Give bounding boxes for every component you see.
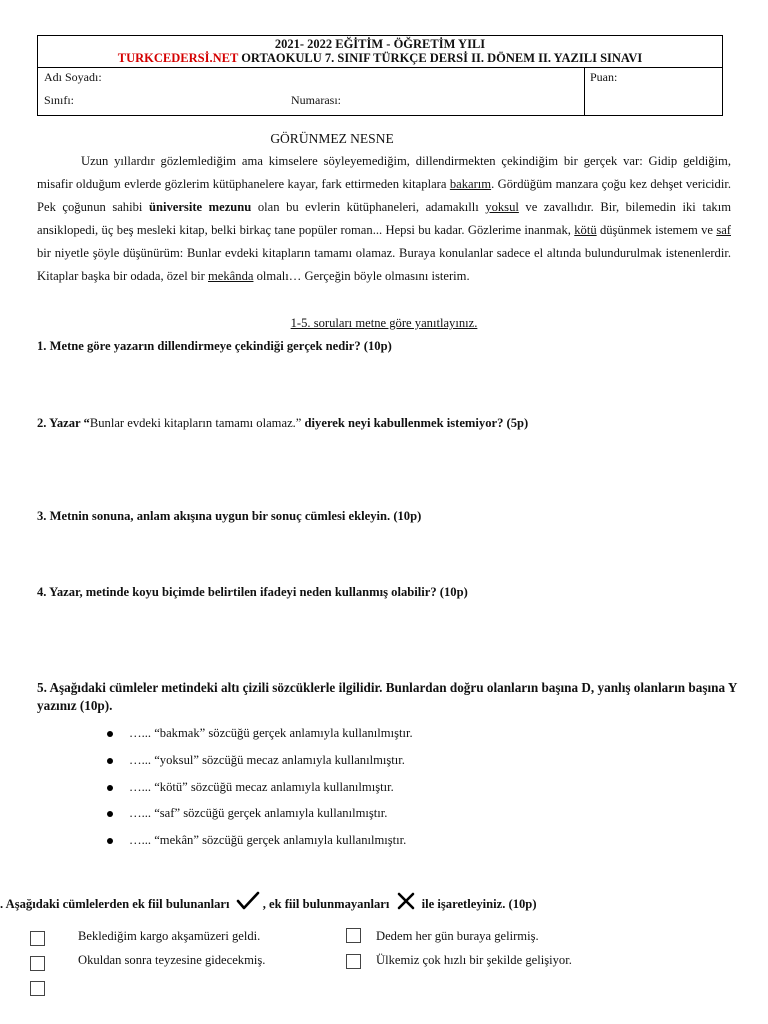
story-paragraph: Uzun yıllardır gözlemlediğim ama kimselere söyleyemediğim, dillendirmekten çekindiğim bir gerçek var: Gidip geldiğim, misafir olduğum evlerde gözlerim kütüphanelere kayar, fark ettirmeden kitaplara bakarım. Gördüğüm manzara çoğu kez dehşet vericidir. Pek çoğunun sahibi üniversite mezunu olan bu evlerin kütüphaneleri, adamakıllı yoksul ve zavallıdır. Bir, bilemedin iki takım ansiklopedi, üç beş mesleki kitap, belki birkaç tane popüler roman... Hepsi bu kadar. Gözlerime inanmak, kötü düşünmek istemem ve saf bir niyetle şöyle düşünürüm: Bunlar evdeki kitapların tamamı olamaz. Buraya konulanlar sadece el altında bulundurulmak istenenlerdir. Kitaplar başka bir odada, özel bir mekânda olmalı… Gerçeğin böyle olmasını isterim. (37, 154, 732, 284)
underlined-word-yoksul: yoksul (485, 200, 519, 215)
answer-checkbox[interactable] (346, 928, 361, 943)
name-row (38, 67, 722, 89)
exam-subtitle: TURKCEDERSİ.NET ORTAOKULU 7. SINIF TÜRKÇE DERSİ II. DÖNEM II. YAZILI SINAVI (117, 51, 643, 65)
answer-checkbox[interactable] (346, 954, 361, 969)
score-label: Puan: (590, 70, 618, 84)
sentence-4: Ülkemiz çok hızlı bir şekilde gelişiyor. (376, 953, 572, 967)
question-5: 5. Aşağıdaki cümleler metindeki altı çizili sözcüklerle ilgilidir. Bunlardan doğru olanların başına D, yanlış olanların başına Y yazınız (10p). (37, 680, 737, 713)
name-label: Adı Soyadı: (44, 70, 102, 84)
brand-name: TURKCEDERSİ.NET (117, 51, 239, 65)
underlined-word-mekanda: mekânda (208, 269, 254, 284)
answer-checkbox[interactable] (30, 931, 45, 946)
answer-checkbox[interactable] (30, 981, 45, 996)
answer-checkbox[interactable] (30, 956, 45, 971)
underlined-word-saf: saf (716, 223, 731, 238)
bold-phrase-universite: üniversite mezunu (148, 200, 252, 215)
question-1: 1. Metne göre yazarın dillendirmeye çekindiği gerçek nedir? (10p) (37, 339, 392, 353)
check-icon (236, 891, 260, 915)
sentence-2: Dedem her gün buraya gelirmiş. (376, 929, 539, 943)
story-text (37, 150, 731, 289)
story-title: GÖRÜNMEZ NESNE (270, 131, 394, 146)
bullet-icon (107, 785, 113, 791)
bullet-icon (107, 731, 113, 737)
bullet-icon (107, 758, 113, 764)
exam-title (38, 36, 722, 68)
underlined-word-kotu: kötü (574, 223, 597, 238)
score-divider (584, 67, 585, 115)
question-4: 4. Yazar, metinde koyu biçimde belirtilen ifadeyi neden kullanmış olabilir? (10p) (37, 585, 468, 599)
class-label: Sınıfı: (44, 93, 75, 107)
academic-year: 2021- 2022 EĞİTİM - ÖĞRETİM YILI (274, 37, 486, 51)
questions-instruction: 1-5. soruları metne göre yanıtlayınız. (290, 316, 478, 330)
exam-header (37, 35, 723, 116)
question-3: 3. Metnin sonuna, anlam akışına uygun bir sonuç cümlesi ekleyin. (10p) (37, 509, 422, 523)
number-label: Numarası: (291, 93, 341, 107)
sentence-3: Okuldan sonra teyzesine gidecekmiş. (78, 953, 266, 967)
sentence-1: Beklediğim kargo akşamüzeri geldi. (78, 929, 261, 943)
question-6: . Aşağıdaki cümlelerden ek fiil bulunanları , ek fiil bulunmayanları ile işaretleyiniz. (10p) (0, 891, 537, 915)
underlined-word-bakarim: bakarım (449, 177, 492, 192)
class-row (38, 89, 722, 115)
question-2: 2. Yazar “Bunlar evdeki kitapların tamamı olamaz.” diyerek neyi kabullenmek istemiyor? (5p) (37, 416, 529, 430)
bullet-icon (107, 811, 113, 817)
bullet-icon (107, 838, 113, 844)
cross-icon (396, 891, 416, 915)
